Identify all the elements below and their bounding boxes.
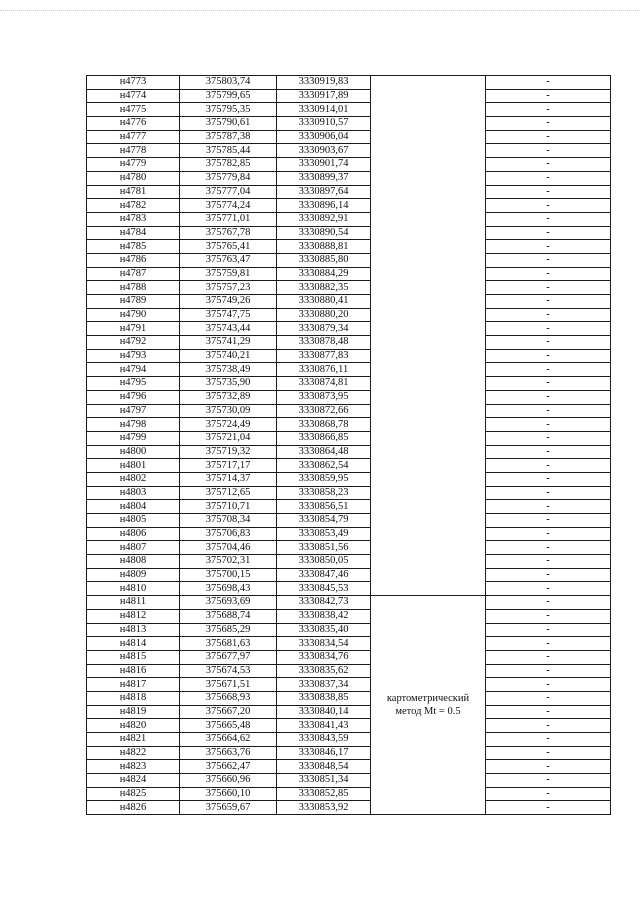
point-name-cell: н4804 <box>87 500 180 514</box>
point-name-cell: н4826 <box>87 801 180 815</box>
table-row <box>87 377 611 391</box>
y-coordinate-cell: 3330878,48 <box>277 336 371 350</box>
y-coordinate-cell: 3330876,11 <box>277 363 371 377</box>
table-row <box>87 500 611 514</box>
table-row <box>87 609 611 623</box>
y-coordinate-cell: 3330851,34 <box>277 774 371 788</box>
point-name-cell: н4820 <box>87 719 180 733</box>
method-cell-empty <box>371 76 486 596</box>
point-name-cell: н4812 <box>87 609 180 623</box>
dash-cell: - <box>486 390 611 404</box>
x-coordinate-cell: 375735,90 <box>180 377 277 391</box>
dash-cell: - <box>486 801 611 815</box>
point-name-cell: н4824 <box>87 774 180 788</box>
point-name-cell: н4798 <box>87 418 180 432</box>
dash-cell: - <box>486 486 611 500</box>
table-row <box>87 226 611 240</box>
table-row <box>87 678 611 692</box>
dash-cell: - <box>486 322 611 336</box>
x-coordinate-cell: 375665,48 <box>180 719 277 733</box>
dash-cell: - <box>486 404 611 418</box>
x-coordinate-cell: 375777,04 <box>180 185 277 199</box>
dash-cell: - <box>486 787 611 801</box>
dash-cell: - <box>486 623 611 637</box>
point-name-cell: н4823 <box>87 760 180 774</box>
table-row <box>87 240 611 254</box>
x-coordinate-cell: 375659,67 <box>180 801 277 815</box>
y-coordinate-cell: 3330862,54 <box>277 459 371 473</box>
table-row <box>87 568 611 582</box>
table-row <box>87 664 611 678</box>
x-coordinate-cell: 375660,10 <box>180 787 277 801</box>
dash-cell: - <box>486 158 611 172</box>
point-name-cell: н4775 <box>87 103 180 117</box>
x-coordinate-cell: 375719,32 <box>180 445 277 459</box>
y-coordinate-cell: 3330838,85 <box>277 691 371 705</box>
x-coordinate-cell: 375708,34 <box>180 514 277 528</box>
point-name-cell: н4792 <box>87 336 180 350</box>
point-name-cell: н4810 <box>87 582 180 596</box>
x-coordinate-cell: 375721,04 <box>180 431 277 445</box>
coordinates-table <box>86 75 611 815</box>
x-coordinate-cell: 375747,75 <box>180 308 277 322</box>
y-coordinate-cell: 3330838,42 <box>277 609 371 623</box>
y-coordinate-cell: 3330864,48 <box>277 445 371 459</box>
dash-cell: - <box>486 541 611 555</box>
dash-cell: - <box>486 295 611 309</box>
point-name-cell: н4796 <box>87 390 180 404</box>
x-coordinate-cell: 375779,84 <box>180 171 277 185</box>
dash-cell: - <box>486 500 611 514</box>
x-coordinate-cell: 375671,51 <box>180 678 277 692</box>
dash-cell: - <box>486 719 611 733</box>
x-coordinate-cell: 375774,24 <box>180 199 277 213</box>
y-coordinate-cell: 3330852,85 <box>277 787 371 801</box>
table-row <box>87 746 611 760</box>
y-coordinate-cell: 3330856,51 <box>277 500 371 514</box>
dash-cell: - <box>486 568 611 582</box>
table-row <box>87 514 611 528</box>
table-row <box>87 719 611 733</box>
x-coordinate-cell: 375767,78 <box>180 226 277 240</box>
x-coordinate-cell: 375714,37 <box>180 472 277 486</box>
point-name-cell: н4819 <box>87 705 180 719</box>
y-coordinate-cell: 3330848,54 <box>277 760 371 774</box>
table-row <box>87 418 611 432</box>
dash-cell: - <box>486 240 611 254</box>
point-name-cell: н4776 <box>87 117 180 131</box>
x-coordinate-cell: 375677,97 <box>180 650 277 664</box>
x-coordinate-cell: 375663,76 <box>180 746 277 760</box>
y-coordinate-cell: 3330853,92 <box>277 801 371 815</box>
table-row <box>87 322 611 336</box>
y-coordinate-cell: 3330866,85 <box>277 431 371 445</box>
x-coordinate-cell: 375730,09 <box>180 404 277 418</box>
x-coordinate-cell: 375799,65 <box>180 89 277 103</box>
y-coordinate-cell: 3330914,01 <box>277 103 371 117</box>
point-name-cell: н4813 <box>87 623 180 637</box>
y-coordinate-cell: 3330851,56 <box>277 541 371 555</box>
y-coordinate-cell: 3330843,59 <box>277 733 371 747</box>
y-coordinate-cell: 3330854,79 <box>277 514 371 528</box>
point-name-cell: н4805 <box>87 514 180 528</box>
dash-cell: - <box>486 760 611 774</box>
dash-cell: - <box>486 212 611 226</box>
point-name-cell: н4787 <box>87 267 180 281</box>
x-coordinate-cell: 375724,49 <box>180 418 277 432</box>
point-name-cell: н4797 <box>87 404 180 418</box>
point-name-cell: н4818 <box>87 691 180 705</box>
point-name-cell: н4781 <box>87 185 180 199</box>
y-coordinate-cell: 3330872,66 <box>277 404 371 418</box>
y-coordinate-cell: 3330903,67 <box>277 144 371 158</box>
x-coordinate-cell: 375681,63 <box>180 637 277 651</box>
point-name-cell: н4791 <box>87 322 180 336</box>
dash-cell: - <box>486 267 611 281</box>
point-name-cell: н4785 <box>87 240 180 254</box>
dash-cell: - <box>486 349 611 363</box>
x-coordinate-cell: 375668,93 <box>180 691 277 705</box>
coordinates-table-body <box>87 76 611 815</box>
y-coordinate-cell: 3330874,81 <box>277 377 371 391</box>
y-coordinate-cell: 3330847,46 <box>277 568 371 582</box>
x-coordinate-cell: 375667,20 <box>180 705 277 719</box>
x-coordinate-cell: 375795,35 <box>180 103 277 117</box>
table-row <box>87 472 611 486</box>
table-row <box>87 144 611 158</box>
x-coordinate-cell: 375662,47 <box>180 760 277 774</box>
dash-cell: - <box>486 609 611 623</box>
dash-cell: - <box>486 144 611 158</box>
dash-cell: - <box>486 199 611 213</box>
y-coordinate-cell: 3330835,62 <box>277 664 371 678</box>
x-coordinate-cell: 375674,53 <box>180 664 277 678</box>
table-row <box>87 459 611 473</box>
point-name-cell: н4817 <box>87 678 180 692</box>
y-coordinate-cell: 3330877,83 <box>277 349 371 363</box>
dash-cell: - <box>486 774 611 788</box>
point-name-cell: н4806 <box>87 527 180 541</box>
table-row <box>87 103 611 117</box>
dash-cell: - <box>486 253 611 267</box>
dash-cell: - <box>486 582 611 596</box>
dash-cell: - <box>486 746 611 760</box>
dash-cell: - <box>486 76 611 90</box>
y-coordinate-cell: 3330873,95 <box>277 390 371 404</box>
table-row <box>87 582 611 596</box>
point-name-cell: н4782 <box>87 199 180 213</box>
dash-cell: - <box>486 650 611 664</box>
table-row <box>87 308 611 322</box>
point-name-cell: н4808 <box>87 555 180 569</box>
point-name-cell: н4825 <box>87 787 180 801</box>
x-coordinate-cell: 375732,89 <box>180 390 277 404</box>
y-coordinate-cell: 3330892,91 <box>277 212 371 226</box>
x-coordinate-cell: 375787,38 <box>180 130 277 144</box>
y-coordinate-cell: 3330890,54 <box>277 226 371 240</box>
y-coordinate-cell: 3330834,76 <box>277 650 371 664</box>
table-row <box>87 267 611 281</box>
table-row <box>87 596 611 610</box>
x-coordinate-cell: 375790,61 <box>180 117 277 131</box>
x-coordinate-cell: 375693,69 <box>180 596 277 610</box>
point-name-cell: н4815 <box>87 650 180 664</box>
dash-cell: - <box>486 89 611 103</box>
y-coordinate-cell: 3330901,74 <box>277 158 371 172</box>
table-row <box>87 541 611 555</box>
table-row <box>87 445 611 459</box>
table-row <box>87 281 611 295</box>
table-row <box>87 787 611 801</box>
point-name-cell: н4788 <box>87 281 180 295</box>
table-row <box>87 774 611 788</box>
dash-cell: - <box>486 185 611 199</box>
table-row <box>87 390 611 404</box>
y-coordinate-cell: 3330859,95 <box>277 472 371 486</box>
y-coordinate-cell: 3330897,64 <box>277 185 371 199</box>
table-row <box>87 637 611 651</box>
dash-cell: - <box>486 117 611 131</box>
y-coordinate-cell: 3330868,78 <box>277 418 371 432</box>
point-name-cell: н4816 <box>87 664 180 678</box>
point-name-cell: н4793 <box>87 349 180 363</box>
point-name-cell: н4821 <box>87 733 180 747</box>
x-coordinate-cell: 375759,81 <box>180 267 277 281</box>
dash-cell: - <box>486 514 611 528</box>
y-coordinate-cell: 3330880,20 <box>277 308 371 322</box>
y-coordinate-cell: 3330882,35 <box>277 281 371 295</box>
method-cell <box>371 596 486 815</box>
dash-cell: - <box>486 555 611 569</box>
table-row <box>87 212 611 226</box>
y-coordinate-cell: 3330888,81 <box>277 240 371 254</box>
table-row <box>87 691 611 705</box>
x-coordinate-cell: 375712,65 <box>180 486 277 500</box>
x-coordinate-cell: 375782,85 <box>180 158 277 172</box>
point-name-cell: н4822 <box>87 746 180 760</box>
dash-cell: - <box>486 336 611 350</box>
x-coordinate-cell: 375757,23 <box>180 281 277 295</box>
table-row <box>87 130 611 144</box>
method-line-2: метод Mt = 0.5 <box>395 706 461 718</box>
point-name-cell: н4799 <box>87 431 180 445</box>
y-coordinate-cell: 3330835,40 <box>277 623 371 637</box>
point-name-cell: н4773 <box>87 76 180 90</box>
point-name-cell: н4794 <box>87 363 180 377</box>
table-row <box>87 89 611 103</box>
x-coordinate-cell: 375706,83 <box>180 527 277 541</box>
x-coordinate-cell: 375660,96 <box>180 774 277 788</box>
x-coordinate-cell: 375785,44 <box>180 144 277 158</box>
table-row <box>87 349 611 363</box>
point-name-cell: н4780 <box>87 171 180 185</box>
y-coordinate-cell: 3330910,57 <box>277 117 371 131</box>
dash-cell: - <box>486 691 611 705</box>
x-coordinate-cell: 375803,74 <box>180 76 277 90</box>
point-name-cell: н4803 <box>87 486 180 500</box>
dash-cell: - <box>486 281 611 295</box>
dash-cell: - <box>486 431 611 445</box>
x-coordinate-cell: 375704,46 <box>180 541 277 555</box>
y-coordinate-cell: 3330899,37 <box>277 171 371 185</box>
dash-cell: - <box>486 418 611 432</box>
table-row <box>87 801 611 815</box>
point-name-cell: н4790 <box>87 308 180 322</box>
y-coordinate-cell: 3330845,53 <box>277 582 371 596</box>
dash-cell: - <box>486 308 611 322</box>
dash-cell: - <box>486 103 611 117</box>
table-row <box>87 705 611 719</box>
x-coordinate-cell: 375710,71 <box>180 500 277 514</box>
y-coordinate-cell: 3330880,41 <box>277 295 371 309</box>
point-name-cell: н4777 <box>87 130 180 144</box>
dash-cell: - <box>486 733 611 747</box>
y-coordinate-cell: 3330879,34 <box>277 322 371 336</box>
table-row <box>87 486 611 500</box>
y-coordinate-cell: 3330858,23 <box>277 486 371 500</box>
table-row <box>87 650 611 664</box>
dash-cell: - <box>486 637 611 651</box>
table-row <box>87 117 611 131</box>
y-coordinate-cell: 3330834,54 <box>277 637 371 651</box>
dash-cell: - <box>486 377 611 391</box>
point-name-cell: н4814 <box>87 637 180 651</box>
point-name-cell: н4795 <box>87 377 180 391</box>
table-row <box>87 295 611 309</box>
table-row <box>87 199 611 213</box>
y-coordinate-cell: 3330850,05 <box>277 555 371 569</box>
table-row <box>87 158 611 172</box>
y-coordinate-cell: 3330896,14 <box>277 199 371 213</box>
point-name-cell: н4807 <box>87 541 180 555</box>
x-coordinate-cell: 375698,43 <box>180 582 277 596</box>
page-top-rule <box>0 10 640 12</box>
x-coordinate-cell: 375688,74 <box>180 609 277 623</box>
y-coordinate-cell: 3330841,43 <box>277 719 371 733</box>
table-row <box>87 253 611 267</box>
point-name-cell: н4786 <box>87 253 180 267</box>
x-coordinate-cell: 375765,41 <box>180 240 277 254</box>
point-name-cell: н4783 <box>87 212 180 226</box>
table-row <box>87 733 611 747</box>
table-row <box>87 404 611 418</box>
x-coordinate-cell: 375702,31 <box>180 555 277 569</box>
x-coordinate-cell: 375771,01 <box>180 212 277 226</box>
dash-cell: - <box>486 678 611 692</box>
dash-cell: - <box>486 705 611 719</box>
point-name-cell: н4800 <box>87 445 180 459</box>
y-coordinate-cell: 3330906,04 <box>277 130 371 144</box>
x-coordinate-cell: 375685,29 <box>180 623 277 637</box>
y-coordinate-cell: 3330846,17 <box>277 746 371 760</box>
point-name-cell: н4774 <box>87 89 180 103</box>
x-coordinate-cell: 375738,49 <box>180 363 277 377</box>
point-name-cell: н4801 <box>87 459 180 473</box>
x-coordinate-cell: 375740,21 <box>180 349 277 363</box>
table-row <box>87 171 611 185</box>
y-coordinate-cell: 3330884,29 <box>277 267 371 281</box>
x-coordinate-cell: 375743,44 <box>180 322 277 336</box>
method-line-1: картометрический <box>386 693 470 705</box>
dash-cell: - <box>486 596 611 610</box>
dash-cell: - <box>486 445 611 459</box>
table-row <box>87 431 611 445</box>
dash-cell: - <box>486 664 611 678</box>
point-name-cell: н4802 <box>87 472 180 486</box>
dash-cell: - <box>486 171 611 185</box>
point-name-cell: н4789 <box>87 295 180 309</box>
table-row <box>87 363 611 377</box>
table-row <box>87 760 611 774</box>
dash-cell: - <box>486 459 611 473</box>
x-coordinate-cell: 375741,29 <box>180 336 277 350</box>
x-coordinate-cell: 375700,15 <box>180 568 277 582</box>
dash-cell: - <box>486 527 611 541</box>
table-row <box>87 555 611 569</box>
point-name-cell: н4811 <box>87 596 180 610</box>
y-coordinate-cell: 3330919,83 <box>277 76 371 90</box>
table-row <box>87 336 611 350</box>
y-coordinate-cell: 3330853,49 <box>277 527 371 541</box>
y-coordinate-cell: 3330842,73 <box>277 596 371 610</box>
point-name-cell: н4778 <box>87 144 180 158</box>
table-row <box>87 185 611 199</box>
x-coordinate-cell: 375749,26 <box>180 295 277 309</box>
y-coordinate-cell: 3330840,14 <box>277 705 371 719</box>
table-row <box>87 527 611 541</box>
point-name-cell: н4784 <box>87 226 180 240</box>
dash-cell: - <box>486 472 611 486</box>
x-coordinate-cell: 375664,62 <box>180 733 277 747</box>
point-name-cell: н4809 <box>87 568 180 582</box>
dash-cell: - <box>486 363 611 377</box>
table-row <box>87 76 611 90</box>
y-coordinate-cell: 3330917,89 <box>277 89 371 103</box>
x-coordinate-cell: 375717,17 <box>180 459 277 473</box>
y-coordinate-cell: 3330885,80 <box>277 253 371 267</box>
dash-cell: - <box>486 130 611 144</box>
y-coordinate-cell: 3330837,34 <box>277 678 371 692</box>
x-coordinate-cell: 375763,47 <box>180 253 277 267</box>
dash-cell: - <box>486 226 611 240</box>
point-name-cell: н4779 <box>87 158 180 172</box>
table-row <box>87 623 611 637</box>
